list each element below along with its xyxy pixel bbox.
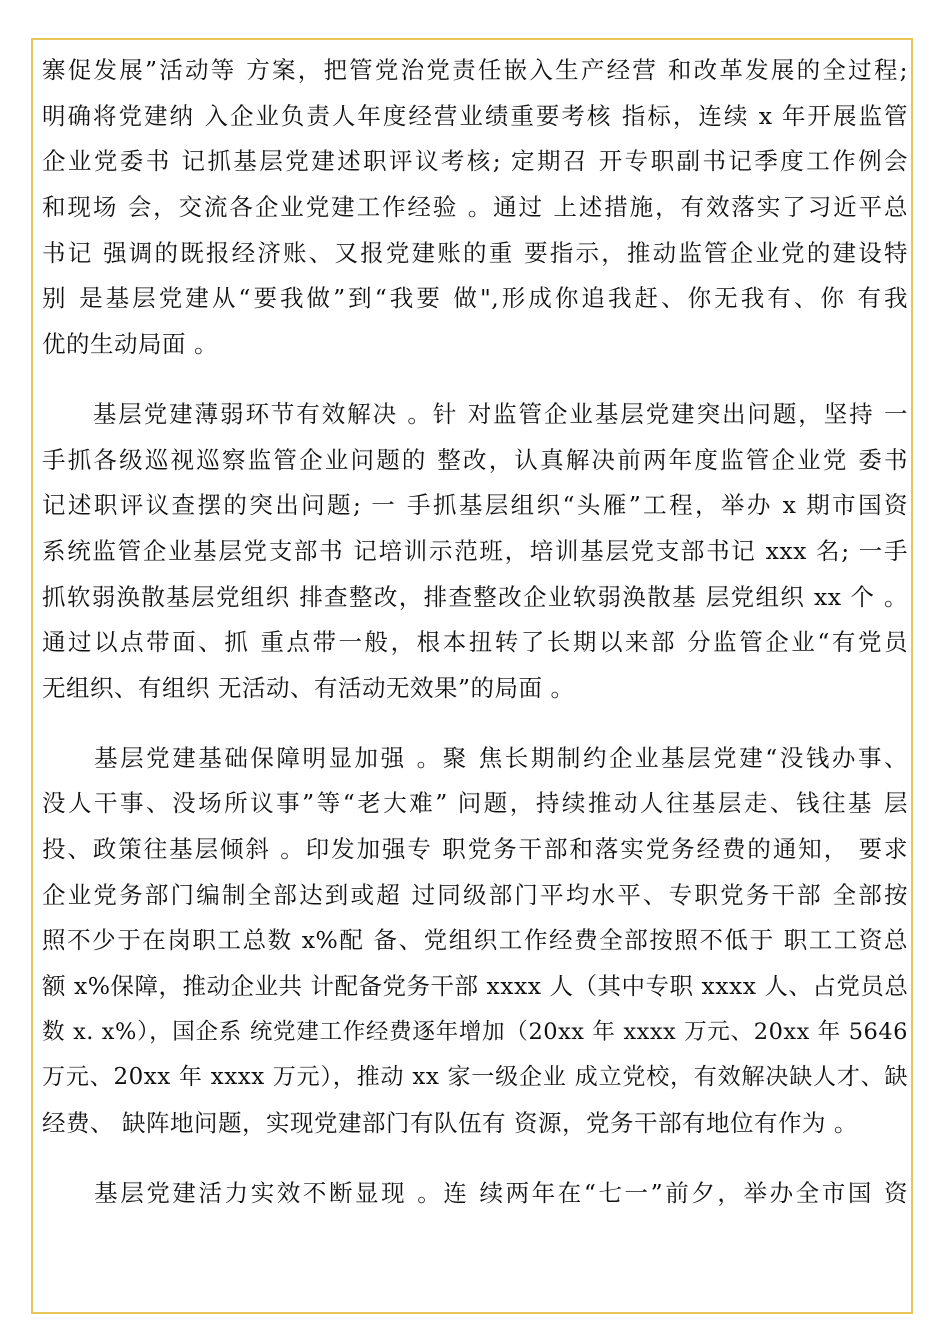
text-line: 优的生动局面 。: [42, 330, 218, 359]
text-line: 和现场 会，交流各企业党建工作经验 。通过 上述措施，有效落实了习近平总: [42, 193, 908, 222]
paragraph-2: [42, 392, 908, 712]
document-body: [42, 48, 908, 1217]
text-line: 企业党委书 记抓基层党建述职评议考核; 定期召 开专职副书记季度工作例会: [42, 147, 908, 176]
text-line: 经费、 缺阵地问题，实现党建部门有队伍有 资源，党务干部有地位有作为 。: [42, 1109, 858, 1138]
text-line: 手抓各级巡视巡察监管企业问题的 整改，认真解决前两年度监管企业党 委书: [42, 445, 908, 474]
text-line: 没人干事、没场所议事”等“老大难” 问题，持续推动人往基层走、钱往基 层: [42, 789, 908, 818]
paragraph-4: [42, 1171, 908, 1217]
text-line: 系统监管企业基层党支部书 记培训示范班，培训基层党支部书记 xxx 名; 一手: [42, 536, 908, 565]
text-line: 数 x. x%），国企系 统党建工作经费逐年增加（20xx 年 xxxx 万元、20xx 年 5646: [42, 1018, 908, 1045]
paragraph-gap: [42, 368, 908, 392]
text-line: 抓软弱涣散基层党组织 排查整改，排查整改企业软弱涣散基 层党组织 xx 个 。: [42, 582, 908, 611]
text-line: 基层党建薄弱环节有效解决 。针 对监管企业基层党建突出问题，坚持 一: [42, 399, 908, 428]
text-line: 照不少于在岗职工总数 x%配 备、党组织工作经费全部按照不低于 职工工资总: [42, 926, 908, 955]
text-line: 书记 强调的既报经济账、又报党建账的重 要指示，推动监管企业党的建设特: [42, 238, 908, 267]
text-line: 额 x%保障，推动企业共 计配备党务干部 xxxx 人（其中专职 xxxx 人、占党员总: [42, 972, 909, 1001]
text-line: 别 是基层党建从“要我做”到“我要 做",形成你追我赶、你无我有、你 有我: [42, 284, 908, 313]
paragraph-3: [42, 736, 908, 1147]
text-line: 基层党建基础保障明显加强 。聚 焦长期制约企业基层党建“没钱办事、: [42, 743, 908, 772]
text-line: 无组织、有组织 无活动、有活动无效果”的局面 。: [42, 673, 575, 702]
text-line: 寨促发展”活动等 方案，把管党治党责任嵌入生产经营 和改革发展的全过程;: [42, 56, 908, 84]
text-line: 通过以点带面、抓 重点带一般，根本扭转了长期以来部 分监管企业“有党员: [42, 628, 908, 657]
paragraph-gap: [42, 1147, 908, 1171]
text-line: 明确将党建纳 入企业负责人年度经营业绩重要考核 指标，连续 x 年开展监管: [42, 101, 908, 130]
paragraph-1: [42, 48, 908, 368]
text-line: 投、政策往基层倾斜 。印发加强专 职党务干部和落实党务经费的通知， 要求: [42, 835, 908, 863]
text-line: 企业党务部门编制全部达到或超 过同级部门平均水平、专职党务干部 全部按: [42, 880, 908, 909]
text-line: 万元、20xx 年 xxxx 万元），推动 xx 家一级企业 成立党校，有效解决缺人才、缺: [42, 1064, 908, 1091]
text-line: 记述职评议查摆的突出问题; 一 手抓基层组织“头雁”工程，举办 x 期市国资: [42, 491, 908, 520]
text-line: 基层党建活力实效不断显现 。连 续两年在“七一”前夕，举办全市国 资: [42, 1178, 908, 1207]
paragraph-gap: [42, 712, 908, 736]
